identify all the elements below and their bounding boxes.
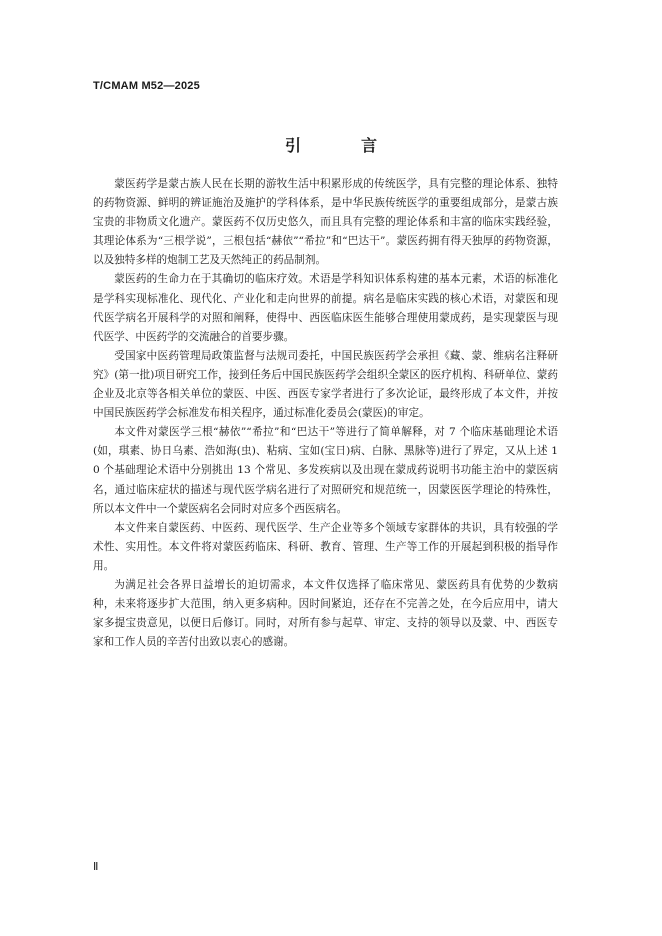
paragraph: 本文件来自蒙医药、中医药、现代医学、生产企业等多个领域专家群体的共识，具有较强的学术性、实用性。本文件将对蒙医药临床、科研、教育、管理、生产等工作的开展起到积极的指导作用。 xyxy=(93,521,558,572)
paragraph: 为满足社会各界日益增长的迫切需求，本文件仅选择了临床常见、蒙医药具有优势的少数病种，未来将逐步扩大范围，纳入更多病种。因时间紧迫，还存在不完善之处，在今后应用中，请大家多提宝贵意见，以便日后修订。同时，对所有参与起草、审定、支持的领导以及蒙、中、西医专家和工作人员的辛苦付出致以衷心的感谢。 xyxy=(93,578,558,649)
introduction-body xyxy=(93,175,558,652)
paragraph: 蒙医药的生命力在于其确切的临床疗效。术语是学科知识体系构建的基本元素，术语的标准化是学科实现标准化、现代化、产业化和走向世界的前提。病名是临床实践的核心术语，对蒙医和现代医学病名开展科学的对照和阐释，使得中、西医临床医生能够合理使用蒙成药，是实现蒙医与现代医学、中医药学的交流融合的首要步骤。 xyxy=(93,273,558,343)
page-number: Ⅱ xyxy=(93,861,99,873)
document-code: T/CMAM M52—2025 xyxy=(93,80,200,92)
paragraph: 蒙医药学是蒙古族人民在长期的游牧生活中积累形成的传统医学，具有完整的理论体系、独特的药物资源、鲜明的辨证施治及施护的学科体系，是中华民族传统医学的重要组成部分，是蒙古族宝贵的非物质文化遗产。蒙医药不仅历史悠久，而且具有完整的理论体系和丰富的临床实践经验，其理论体系为“三根学说”，三根包括“赫依”“希拉”和“巴达干”。蒙医药拥有得天独厚的药物资源，以及独特多样的炮制工艺及天然纯正的药品制剂。 xyxy=(93,178,558,267)
page-title: 引 言 xyxy=(284,136,399,155)
paragraph: 受国家中医药管理局政策监督与法规司委托，中国民族医药学会承担《藏、蒙、维病名注释研究》(第一批)项目研究工作，接到任务后中国民族医药学会组织全蒙区的医疗机构、科研单位、蒙药企业及北京等各相关单位的蒙医、中医、西医专家学者进行了多次论证，最终形成了本文件，并按中国民族医药学会标准发布相关程序，通过标准化委员会(蒙医)的审定。 xyxy=(93,349,558,420)
paragraph: 本文件对蒙医学三根“赫依”“希拉”和“巴达干”等进行了简单解释，对 7 个临床基础理论术语(如，琪素、协日乌素、浩如海(虫)、粘病、宝如(宝日)病、白脉、黑脉等)进行了界定，又从上述 10 个基础理论术语中分别挑出 13 个常见、多发疾病以及出现在蒙成药说明书功能主治中的蒙医病名，通过临床症状的描述与现代医学病名进行了对照研究和规范统一，因蒙医医学理论的特殊性，所以本文件中一个蒙医病名会同时对应多个西医病名。 xyxy=(93,426,558,515)
